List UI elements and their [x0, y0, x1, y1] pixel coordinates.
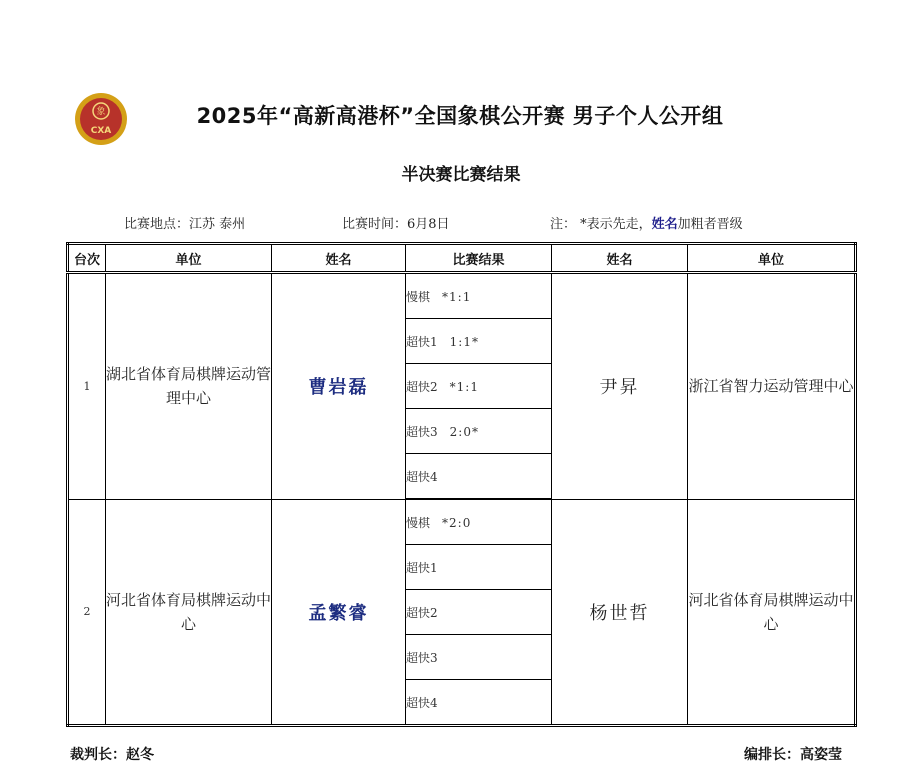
chief-scheduler: 编排长：高姿莹 [744, 747, 842, 763]
player-b-name: 尹昇 [552, 273, 688, 500]
game-label: 超快3 [406, 424, 438, 439]
player-a-name: 曹岩磊 [272, 273, 406, 500]
game-label: 超快4 [406, 469, 438, 484]
col-header-unit-b: 单位 [688, 244, 856, 273]
game-result [406, 545, 552, 590]
table-header-row [68, 244, 856, 273]
col-header-table-no: 台次 [68, 244, 106, 273]
game-result [406, 273, 552, 319]
game-label: 超快4 [406, 695, 438, 710]
cxa-logo [74, 92, 128, 146]
game-label: 慢棋 [406, 289, 431, 304]
page-title: 2025年“高新高港杯”全国象棋公开赛 男子个人公开组 [196, 104, 724, 128]
game-label: 超快3 [406, 650, 438, 665]
game-score: 1:1* [449, 334, 479, 349]
logo-piece-glyph: 象 [96, 107, 106, 117]
game-score: *1:1 [442, 289, 472, 304]
game-label: 超快1 [406, 560, 438, 575]
game-result [406, 409, 552, 454]
results-table [66, 242, 857, 727]
page-subtitle: 半决赛比赛结果 [401, 165, 521, 185]
unit-b: 浙江省智力运动管理中心 [688, 273, 856, 500]
game-score: *1:1 [449, 379, 479, 394]
venue-info: 比赛地点：江苏 泰州 [124, 217, 246, 232]
col-header-name-a: 姓名 [272, 244, 406, 273]
game-score: *2:0 [442, 515, 472, 530]
player-b-name: 杨世哲 [552, 499, 688, 726]
game-label: 超快2 [406, 379, 438, 394]
time-info: 比赛时间：6月8日 [342, 217, 450, 232]
note-prefix: 注： *表示先走， [550, 217, 652, 232]
table-row [68, 499, 856, 545]
game-result [406, 364, 552, 409]
player-a-name: 孟繁睿 [272, 499, 406, 726]
game-result [406, 499, 552, 545]
note-info [550, 213, 743, 232]
cxa-emblem-icon [74, 92, 128, 146]
game-result [406, 635, 552, 680]
unit-b: 河北省体育局棋牌运动中心 [688, 499, 856, 726]
table-row [68, 273, 856, 319]
note-bold-name: 姓名 [651, 217, 678, 232]
logo-text: CXA [90, 126, 112, 136]
game-score: 2:0* [449, 424, 479, 439]
game-result [406, 454, 552, 500]
chief-referee: 裁判长：赵冬 [70, 747, 154, 763]
unit-a: 湖北省体育局棋牌运动管理中心 [106, 273, 272, 500]
match-number: 2 [68, 499, 106, 726]
unit-a: 河北省体育局棋牌运动中心 [106, 499, 272, 726]
game-label: 超快1 [406, 334, 438, 349]
game-result [406, 680, 552, 726]
col-header-name-b: 姓名 [552, 244, 688, 273]
game-label: 慢棋 [406, 515, 431, 530]
game-result [406, 590, 552, 635]
col-header-unit-a: 单位 [106, 244, 272, 273]
game-result [406, 319, 552, 364]
col-header-result: 比赛结果 [406, 244, 552, 273]
match-number: 1 [68, 273, 106, 500]
game-label: 超快2 [406, 605, 438, 620]
note-suffix: 加粗者晋级 [677, 217, 743, 232]
